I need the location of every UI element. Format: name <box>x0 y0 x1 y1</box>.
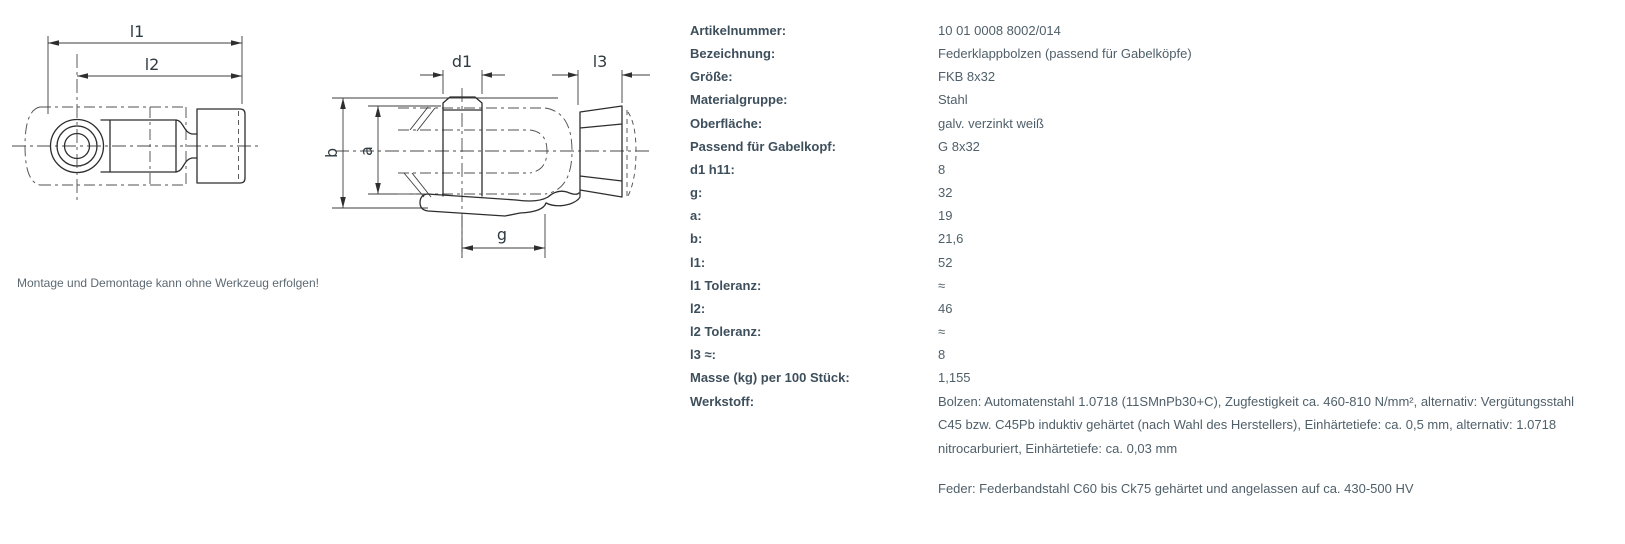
spec-rows <box>690 19 1605 390</box>
spec-value: galv. verzinkt weiß <box>938 115 1044 131</box>
spec-row <box>690 158 1605 181</box>
spec-label: Materialgruppe: <box>690 92 788 108</box>
spec-value: 19 <box>938 208 953 224</box>
side-view <box>12 22 258 200</box>
spec-value: 1,155 <box>938 370 971 386</box>
spec-row <box>690 204 1605 227</box>
spec-label: l1: <box>690 254 706 270</box>
spec-label: Bezeichnung: <box>690 46 776 62</box>
dim-label-l1: l1 <box>129 22 145 41</box>
spec-value <box>938 390 1578 501</box>
spec-value: G 8x32 <box>938 138 980 154</box>
dim-label-b: b <box>322 147 341 158</box>
technical-drawing <box>0 0 665 270</box>
dimension-d1 <box>420 52 505 94</box>
spec-label: Oberfläche: <box>690 115 763 131</box>
werkstoff-paragraph-bolzen: Bolzen: Automatenstahl 1.0718 (11SMnPb30+C), Zugfestigkeit ca. 460-810 N/mm², alternativ: Vergütungsstahl C45 bzw. C45Pb induktiv gehärtet (nach Wahl des Herstellers), Einhärtetiefe: ca. 0,5 mm, alternativ: 1.0718 nitrocarburiert, Einhärtetiefe: ca. 0,03 mm <box>938 393 1575 457</box>
dimension-l2 <box>77 55 242 79</box>
spec-table <box>690 19 1605 501</box>
spec-label: d1 h11: <box>690 161 735 177</box>
dimension-b <box>322 98 346 208</box>
spec-row <box>690 19 1605 42</box>
spec-row <box>690 112 1605 135</box>
dimension-a <box>357 106 381 194</box>
spec-row <box>690 366 1605 389</box>
spec-row <box>690 297 1605 320</box>
spec-value: FKB 8x32 <box>938 69 996 85</box>
dim-label-g: g <box>496 225 508 244</box>
spec-label: Werkstoff: <box>690 393 755 409</box>
dim-label-d1: d1 <box>451 52 473 71</box>
spec-label: Artikelnummer: <box>690 23 787 38</box>
spec-row <box>690 343 1605 366</box>
spec-value: 8 <box>938 347 946 363</box>
top-view <box>322 52 652 258</box>
spec-row <box>690 88 1605 111</box>
spec-label: l2: <box>690 300 706 316</box>
spec-label: g: <box>690 185 703 201</box>
spec-value: 8 <box>938 161 946 177</box>
spec-value: 52 <box>938 254 953 270</box>
spec-value: 21,6 <box>938 231 964 247</box>
spec-label: Passend für Gabelkopf: <box>690 138 836 154</box>
spec-label: l1 Toleranz: <box>690 277 762 293</box>
spec-label: a: <box>690 208 702 224</box>
spec-row <box>690 135 1605 158</box>
dim-label-l2: l2 <box>144 55 160 74</box>
spec-row <box>690 227 1605 250</box>
spec-row <box>690 251 1605 274</box>
spec-value: Federklappbolzen (passend für Gabelköpfe) <box>938 46 1192 62</box>
assembly-note: Montage und Demontage kann ohne Werkzeug erfolgen! <box>17 276 319 290</box>
spec-value: Stahl <box>938 92 968 108</box>
spec-label: Größe: <box>690 69 733 85</box>
spec-value: 10 01 0008 8002/014 <box>938 23 1061 38</box>
dim-label-l3: l3 <box>592 52 608 71</box>
drawing-svg <box>0 0 665 270</box>
dimension-l3 <box>552 52 650 105</box>
spec-label: l3 ≈: <box>690 347 716 363</box>
spec-label: Masse (kg) per 100 Stück: <box>690 370 850 386</box>
spec-value: ≈ <box>938 324 946 340</box>
dim-label-a: a <box>357 146 376 156</box>
spec-row <box>690 65 1605 88</box>
spec-label: l2 Toleranz: <box>690 324 762 340</box>
spec-row <box>690 42 1605 65</box>
spec-row-werkstoff <box>690 390 1605 501</box>
dimension-g <box>462 214 545 258</box>
spec-value: ≈ <box>938 277 946 293</box>
spec-row <box>690 320 1605 343</box>
werkstoff-paragraph-feder: Feder: Federbandstahl C60 bis Ck75 gehärtet und angelassen auf ca. 430-500 HV <box>938 480 1414 496</box>
spec-row <box>690 181 1605 204</box>
spec-row <box>690 274 1605 297</box>
spec-label: b: <box>690 231 703 247</box>
spec-value: 32 <box>938 185 953 201</box>
spec-value: 46 <box>938 300 953 316</box>
